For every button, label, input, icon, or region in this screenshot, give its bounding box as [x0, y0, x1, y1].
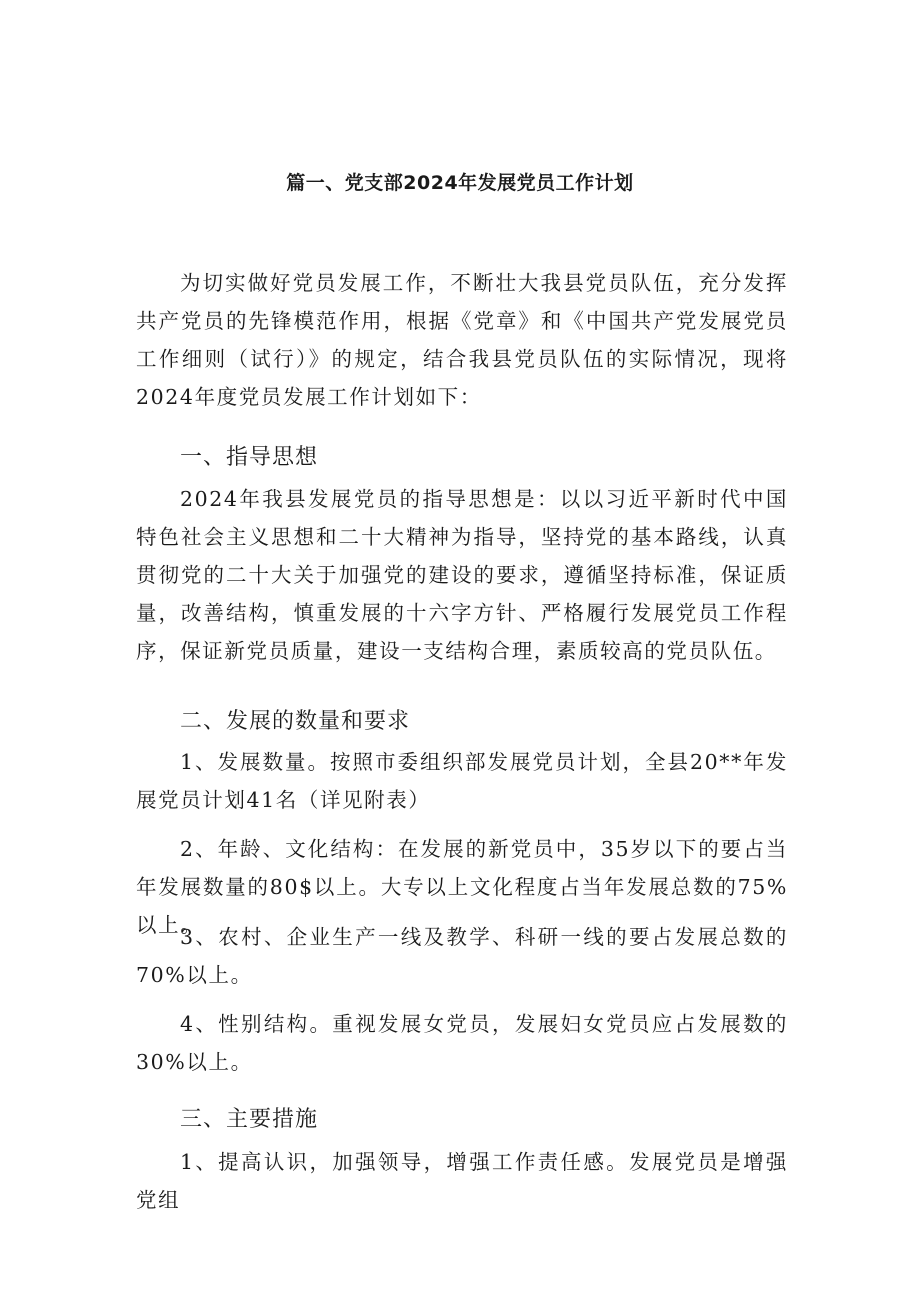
intro-paragraph: 为切实做好党员发展工作，不断壮大我县党员队伍，充分发挥共产党员的先锋模范作用，根据《党章》和《中国共产党发展党员工作细则（试行）》的规定，结合我县党员队伍的实际情况，现将2024年度党员发展工作计划如下：	[136, 271, 788, 409]
requirement-item-frontline: 3、农村、企业生产一线及教学、科研一线的要占发展总数的70%以上。	[136, 925, 788, 987]
section-heading-guiding-ideology: 一、指导思想	[180, 445, 319, 470]
requirement-item-quantity: 1、发展数量。按照市委组织部发展党员计划，全县20**年发展党员计划41名（详见附表）	[136, 750, 788, 812]
guiding-ideology-paragraph: 2024年我县发展党员的指导思想是：以以习近平新时代中国特色社会主义思想和二十大精神为指导，坚持党的基本路线，认真贯彻党的二十大关于加强党的建设的要求，遵循坚持标准，保证质量，改善结构，慎重发展的十六字方针、严格履行发展党员工作程序，保证新党员质量，建设一支结构合理，素质较高的党员队伍。	[136, 487, 788, 663]
section-heading-main-measures: 三、主要措施	[180, 1107, 319, 1132]
requirement-item-age-education: 2、年龄、文化结构：在发展的新党员中，35岁以下的要占当年发展数量的80$以上。大专以上文化程度占当年发展总数的75%以上。	[136, 837, 788, 937]
document-title: 篇一、党支部2024年发展党员工作计划	[286, 172, 634, 194]
measure-item-awareness: 1、提高认识，加强领导，增强工作责任感。发展党员是增强党组	[136, 1150, 788, 1212]
requirement-item-gender: 4、性别结构。重视发展女党员，发展妇女党员应占发展数的30%以上。	[136, 1012, 788, 1074]
section-heading-quantity-requirements: 二、发展的数量和要求	[180, 709, 411, 734]
